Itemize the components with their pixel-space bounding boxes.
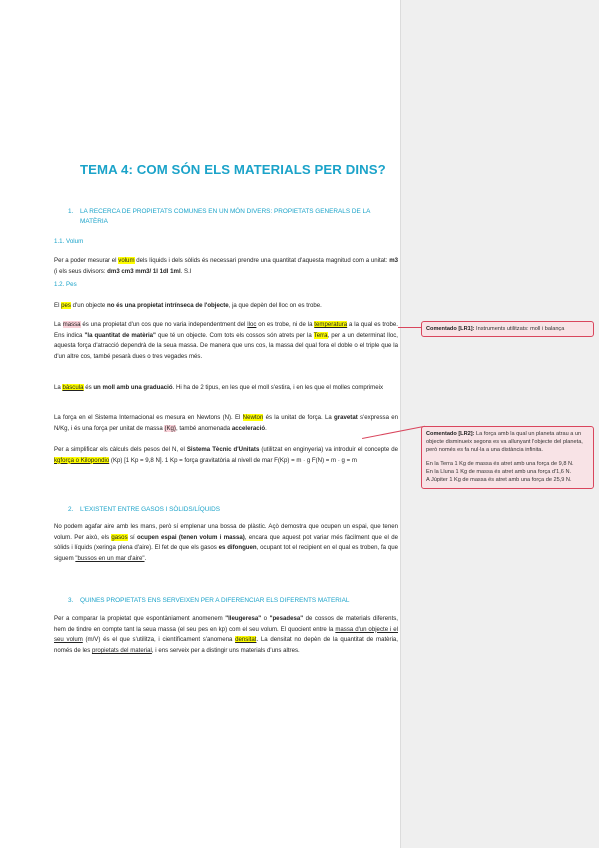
paragraph-densitat: Per a comparar la propietat que espontàniament anomenem "lleugeresa" o "pesadesa" de cossos de materials diferents, hem de tindre en compte tant la seua massa (el seu pes en kp) com el seu volum. El quocient entre la massa d'un objecte i el seu volum (m/V) és el que s'utilitza, i científicament s'anomena densitat. La densitat no depèn de la quantitat de matèria, només de les propietats del material, i ens serveix per a distingir uns materials d'uns altres. (54, 615, 398, 654)
paragraph-pes: El pes d'un objecte no és una propietat intrínseca de l'objecte, ja que depèn del lloc on es trobe. (54, 302, 322, 309)
comment-anchor-massa[interactable]: massa (62, 321, 81, 328)
paragraph-gasos: No podem agafar aire amb les mans, però sí emplenar una bossa de plàstic. Açò demostra que ocupen un espai, que tenen volum. Per això, els gasos sí ocupen espai (tenen volum i massa), encara que aquest pot variar més fàcilment que el de sòlids i líquids (xeringa plena d'aire). El fet de que els gasos es difonguen, ocupant tot el recipient en el qual es troben, fa que siguem "bussos en un mar d'aire". (54, 523, 399, 562)
paragraph-massa: La massa és una propietat d'un cos que no varia independentment del lloc on es trobe, ni de la temperatura a la qual es trobe. Ens indica "la quantitat de matèria" que té un objecte. Com tots els cossos són atrets per la Terra, per a un determinat lloc, aquesta força d'atracció dependrà de la seua massa. De manera que uns cos, la massa del qual fora el doble o el triple que la d'un altre cos, també pesarà dues o tres vegades més. (54, 321, 398, 360)
paragraph-kilopondio: Per a simplificar els càlculs dels pesos del N, el Sistema Tècnic d'Unitats (utilitzat en enginyeria) va introduir el concepte de kgforça o Kilopondio (Kp) [1 Kp = 9,8 N]. 1 Kp = força gravitatòria al nivell de mar F(Kp) = m · g F(N) = m · g = m (54, 446, 399, 464)
comment-anchor-kg[interactable]: (Kg) (164, 424, 176, 432)
section-3-heading: 3. QUINES PROPIETATS ENS SERVEIXEN PER A DIFERENCIAR ELS DIFERENTS MATERIAL (68, 597, 350, 604)
paragraph-bascula: La bàscula és un moll amb una graduació. Hi ha de 2 tipus, en les que el moll s'estira, i en les que el molles comprimeix (54, 384, 384, 391)
subsection-volum: 1.1. Volum (54, 238, 84, 245)
paragraph-volum: Per a poder mesurar el volum dels líquids i dels sòlids és necessari prendre una quantitat d'aquesta magnitud com a unitat: m3 (i els seus divisors: dm3 cm3 mm3/ 1l 1dl 1ml. S.I (54, 257, 398, 275)
comments-pane (400, 0, 599, 848)
document-title: TEMA 4: COM SÓN ELS MATERIALS PER DINS? (80, 162, 386, 177)
subsection-pes: 1.2. Pes (54, 281, 77, 288)
paragraph-forca: La força en el Sistema Internacional es mesura en Newtons (N). El Newton és la unitat de força. La gravetat s'expressa en N/Kg, i és una força per unitat de massa (Kg), també anomenada acceleració. (54, 414, 398, 432)
comment-1[interactable]: Comentado [LR1]: Instruments utilitzats: moll i balança (421, 321, 594, 337)
section-1-heading: 1. LA RECERCA DE PROPIETATS COMUNES EN UN MÓN DIVERS: PROPIETATS GENERALS DE LA MATÈRIA (68, 208, 371, 225)
comment-1-connector (398, 327, 422, 328)
section-2-heading: 2. L'EXISTENT ENTRE GASOS I SÒLIDS/LÍQUIDS (68, 506, 220, 513)
comment-2[interactable]: Comentado [LR2]: La força amb la qual un planeta atrau a un objecte disminueix segons es va allunyant l'objecte del planeta, però només es fa nul·la a una distància infinita. En la Terra 1 Kg de massa és atret amb una força de 9,8 N. En la Lluna 1 Kg de massa és atret amb una força d'1,6 N. A Júpiter 1 Kg de massa és atret amb una força de 25,9 N. (421, 426, 594, 489)
